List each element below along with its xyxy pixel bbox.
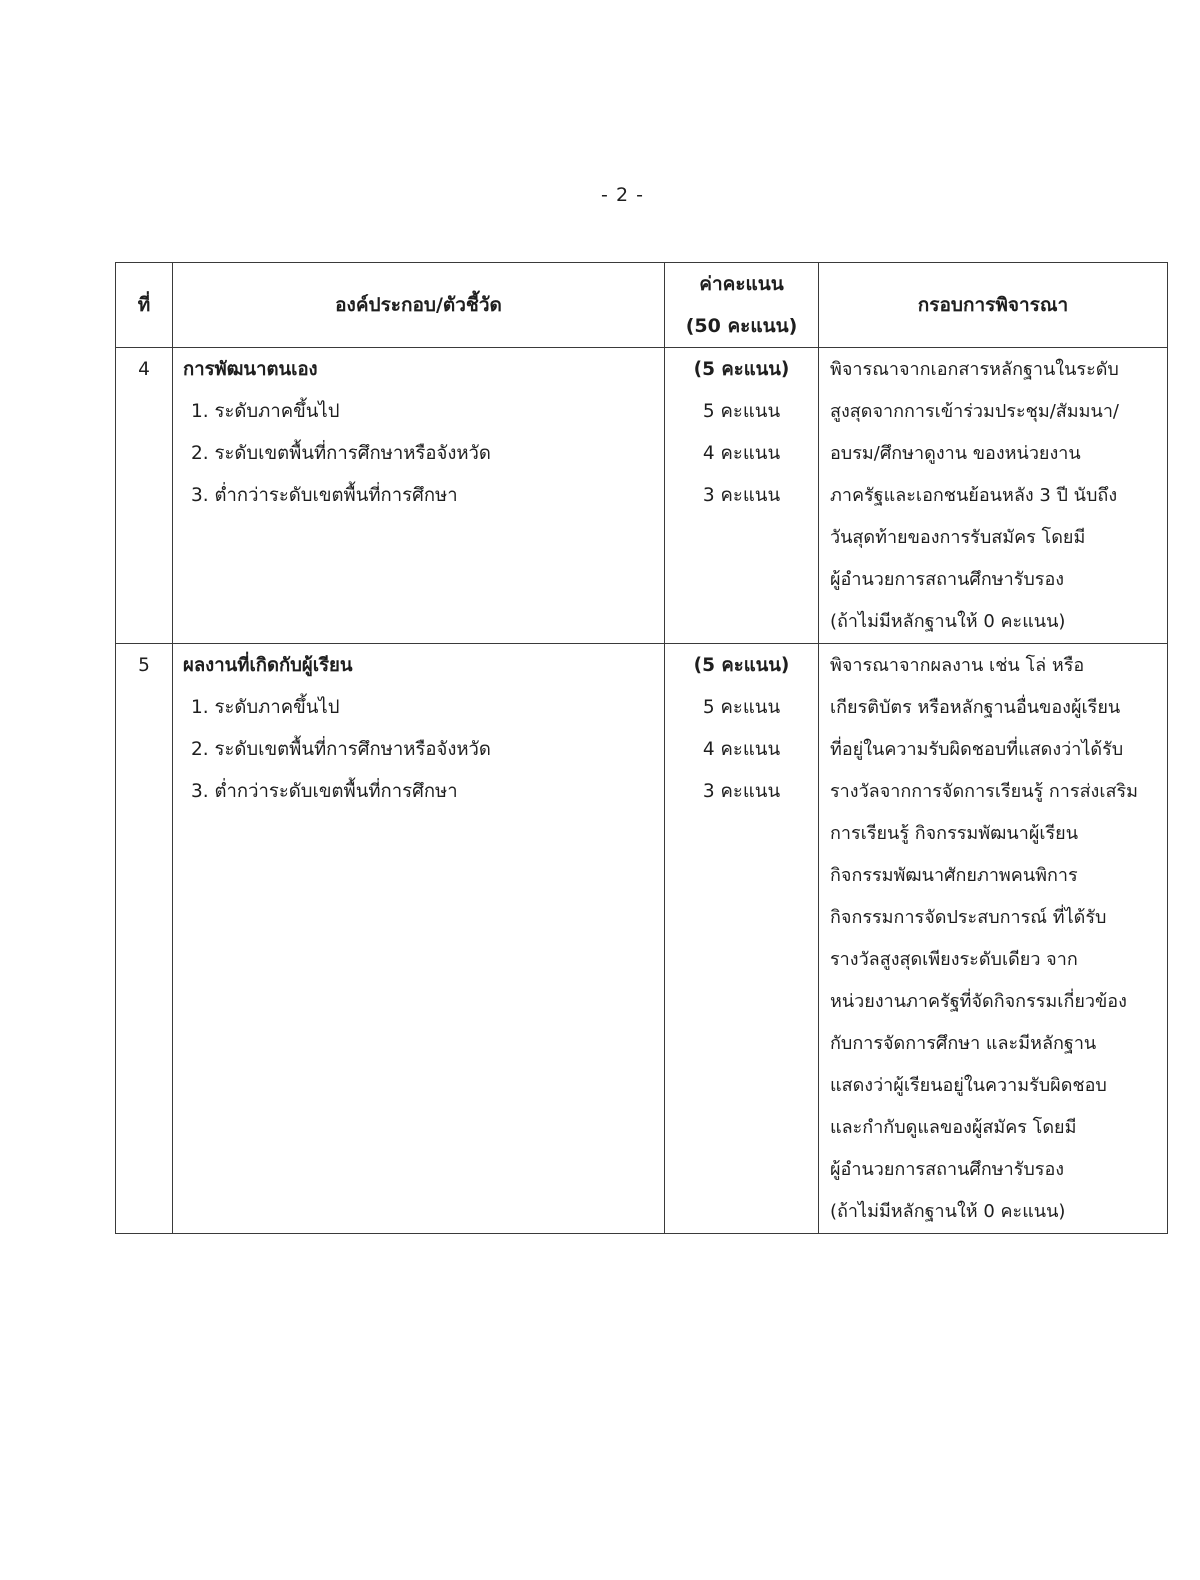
criteria-line: ที่อยู่ในความรับผิดชอบที่แสดงว่าได้รับ (830, 739, 1124, 760)
criteria-line: ผู้อำนวยการสถานศึกษารับรอง (830, 1159, 1065, 1180)
criteria-line: กิจกรรมพัฒนาศักยภาพคนพิการ (830, 865, 1078, 886)
criteria-line: และกำกับดูแลของผู้สมัคร โดยมี (830, 1117, 1077, 1138)
score-item: 5 คะแนน (702, 697, 781, 718)
score-item: 4 คะแนน (702, 443, 781, 464)
score-item: 3 คะแนน (702, 781, 781, 802)
score-total: (5 คะแนน) (693, 655, 790, 676)
page-number: - 2 - (601, 184, 644, 206)
header-no: ที่ (116, 263, 173, 348)
component-item: 3. ต่ำกว่าระดับเขตพื้นที่การศึกษา (191, 485, 458, 506)
criteria-line: รางวัลสูงสุดเพียงระดับเดียว จาก (830, 949, 1078, 970)
table-header-row (116, 263, 1168, 348)
criteria-line: การเรียนรู้ กิจกรรมพัฒนาผู้เรียน (830, 823, 1079, 844)
criteria-line: กิจกรรมการจัดประสบการณ์ ที่ได้รับ (830, 907, 1107, 928)
criteria-line: กับการจัดการศึกษา และมีหลักฐาน (830, 1033, 1097, 1054)
score-item: 3 คะแนน (702, 485, 781, 506)
header-score-line2: (50 คะแนน) (685, 315, 798, 337)
component-item: 1. ระดับภาคขึ้นไป (191, 401, 340, 422)
component-item: 3. ต่ำกว่าระดับเขตพื้นที่การศึกษา (191, 781, 458, 802)
criteria-cell (819, 348, 1168, 644)
score-cell (665, 348, 819, 644)
criteria-line: รางวัลจากการจัดการเรียนรู้ การส่งเสริม (830, 781, 1139, 802)
row-number: 5 (138, 655, 150, 676)
row-number-cell (116, 644, 173, 1234)
header-score (665, 263, 819, 348)
criteria-line: พิจารณาจากผลงาน เช่น โล่ หรือ (830, 655, 1085, 676)
criteria-line: เกียรติบัตร หรือหลักฐานอื่นของผู้เรียน (830, 697, 1121, 718)
score-total: (5 คะแนน) (693, 359, 790, 380)
criteria-line: หน่วยงานภาครัฐที่จัดกิจกรรมเกี่ยวข้อง (830, 991, 1127, 1012)
score-cell (665, 644, 819, 1234)
criteria-table (115, 262, 1168, 1234)
criteria-line: อบรม/ศึกษาดูงาน ของหน่วยงาน (830, 443, 1081, 464)
component-cell (173, 644, 665, 1234)
criteria-line: สูงสุดจากการเข้าร่วมประชุม/สัมมนา/ (830, 401, 1119, 422)
criteria-line: วันสุดท้ายของการรับสมัคร โดยมี (830, 527, 1086, 548)
header-criteria: กรอบการพิจารณา (819, 263, 1168, 348)
score-item: 5 คะแนน (702, 401, 781, 422)
table-row (116, 348, 1168, 644)
component-item: 2. ระดับเขตพื้นที่การศึกษาหรือจังหวัด (191, 739, 491, 760)
table-row (116, 644, 1168, 1234)
component-title: การพัฒนาตนเอง (183, 359, 318, 380)
component-cell (173, 348, 665, 644)
header-component: องค์ประกอบ/ตัวชี้วัด (173, 263, 665, 348)
component-item: 2. ระดับเขตพื้นที่การศึกษาหรือจังหวัด (191, 443, 491, 464)
criteria-line: (ถ้าไม่มีหลักฐานให้ 0 คะแนน) (830, 1201, 1066, 1222)
criteria-cell (819, 644, 1168, 1234)
row-number-cell (116, 348, 173, 644)
criteria-line: ผู้อำนวยการสถานศึกษารับรอง (830, 569, 1065, 590)
criteria-line: พิจารณาจากเอกสารหลักฐานในระดับ (830, 359, 1119, 380)
component-item: 1. ระดับภาคขึ้นไป (191, 697, 340, 718)
score-item: 4 คะแนน (702, 739, 781, 760)
criteria-line: แสดงว่าผู้เรียนอยู่ในความรับผิดชอบ (830, 1075, 1107, 1096)
criteria-line: (ถ้าไม่มีหลักฐานให้ 0 คะแนน) (830, 611, 1066, 632)
component-title: ผลงานที่เกิดกับผู้เรียน (183, 655, 353, 676)
criteria-line: ภาครัฐและเอกชนย้อนหลัง 3 ปี นับถึง (830, 485, 1118, 506)
header-score-line1: ค่าคะแนน (699, 273, 784, 295)
row-number: 4 (138, 359, 150, 380)
